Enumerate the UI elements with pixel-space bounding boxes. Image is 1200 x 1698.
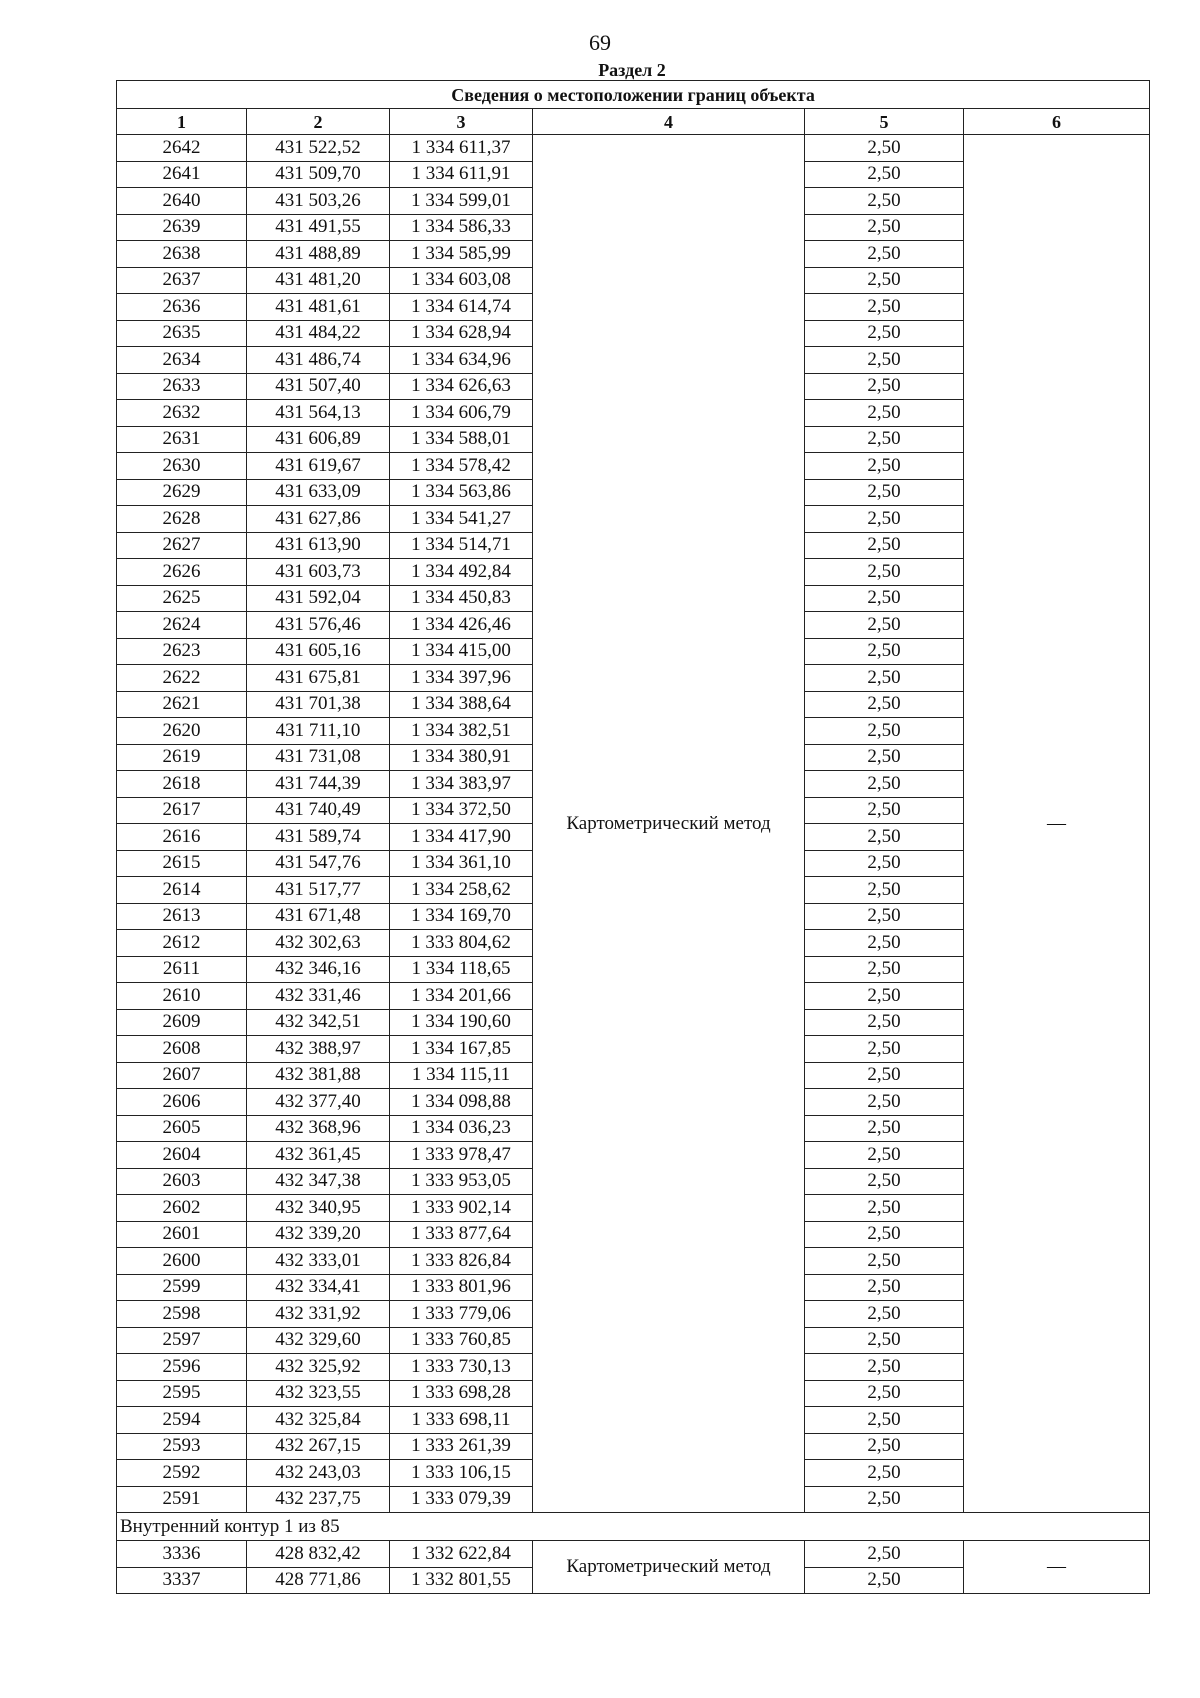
point-number: 2634 [117,347,247,374]
accuracy-value: 2,50 [805,1274,964,1301]
coordinate-x: 432 331,46 [247,983,390,1010]
point-number: 2614 [117,877,247,904]
coordinate-x: 431 486,74 [247,347,390,374]
coordinate-y: 1 334 426,46 [390,612,533,639]
point-number: 3336 [117,1541,247,1568]
accuracy-value: 2,50 [805,1168,964,1195]
coordinate-x: 431 627,86 [247,506,390,533]
point-number: 2603 [117,1168,247,1195]
coordinate-x: 431 711,10 [247,718,390,745]
coordinate-x: 432 333,01 [247,1248,390,1275]
point-number: 2622 [117,665,247,692]
note-cell: — [964,135,1150,1513]
point-number: 2594 [117,1407,247,1434]
coordinate-y: 1 334 578,42 [390,453,533,480]
accuracy-value: 2,50 [805,983,964,1010]
coordinate-x: 431 606,89 [247,426,390,453]
coordinate-y: 1 334 397,96 [390,665,533,692]
coordinate-x: 431 619,67 [247,453,390,480]
coordinate-y: 1 334 383,97 [390,771,533,798]
point-number: 2641 [117,161,247,188]
coordinate-y: 1 334 588,01 [390,426,533,453]
point-number: 2635 [117,320,247,347]
coordinate-x: 431 491,55 [247,214,390,241]
column-number: 3 [390,109,533,135]
accuracy-value: 2,50 [805,744,964,771]
coordinate-x: 431 675,81 [247,665,390,692]
coordinate-x: 432 377,40 [247,1089,390,1116]
coordinate-x: 432 339,20 [247,1221,390,1248]
coordinate-x: 431 592,04 [247,585,390,612]
accuracy-value: 2,50 [805,797,964,824]
coordinate-y: 1 334 361,10 [390,850,533,877]
coordinate-y: 1 334 382,51 [390,718,533,745]
point-number: 2599 [117,1274,247,1301]
table-caption: Сведения о местоположении границ объекта [117,81,1150,109]
point-number: 2602 [117,1195,247,1222]
accuracy-value: 2,50 [805,214,964,241]
point-number: 2610 [117,983,247,1010]
coordinate-x: 431 507,40 [247,373,390,400]
accuracy-value: 2,50 [805,373,964,400]
point-number: 2638 [117,241,247,268]
point-number: 2596 [117,1354,247,1381]
page-number: 69 [589,30,611,55]
coordinate-x: 432 325,84 [247,1407,390,1434]
accuracy-value: 2,50 [805,1327,964,1354]
point-number: 2595 [117,1380,247,1407]
point-number: 2640 [117,188,247,215]
section-title: Раздел 2 [598,60,666,80]
coordinate-x: 431 605,16 [247,638,390,665]
coordinate-x: 432 340,95 [247,1195,390,1222]
coordinate-x: 431 522,52 [247,135,390,162]
coordinate-x: 432 267,15 [247,1433,390,1460]
coordinate-x: 428 771,86 [247,1567,390,1594]
accuracy-value: 2,50 [805,1115,964,1142]
coordinate-y: 1 334 563,86 [390,479,533,506]
coordinate-x: 431 547,76 [247,850,390,877]
coordinate-y: 1 333 079,39 [390,1486,533,1513]
coordinate-y: 1 333 804,62 [390,930,533,957]
point-number: 2615 [117,850,247,877]
point-number: 2598 [117,1301,247,1328]
coordinate-x: 432 361,45 [247,1142,390,1169]
accuracy-value: 2,50 [805,1195,964,1222]
coordinate-y: 1 333 698,28 [390,1380,533,1407]
point-number: 2636 [117,294,247,321]
accuracy-value: 2,50 [805,426,964,453]
coordinate-y: 1 333 978,47 [390,1142,533,1169]
column-number: 1 [117,109,247,135]
coordinate-y: 1 332 801,55 [390,1567,533,1594]
coordinate-x: 432 334,41 [247,1274,390,1301]
point-number: 2623 [117,638,247,665]
point-number: 2606 [117,1089,247,1116]
coordinate-x: 431 633,09 [247,479,390,506]
coordinate-x: 431 589,74 [247,824,390,851]
table-row [117,135,1150,162]
coordinate-y: 1 334 190,60 [390,1009,533,1036]
coordinate-y: 1 334 258,62 [390,877,533,904]
coordinate-y: 1 334 098,88 [390,1089,533,1116]
inner-contour-label: Внутренний контур 1 из 85 [117,1513,1150,1541]
coordinate-y: 1 334 417,90 [390,824,533,851]
coordinate-y: 1 334 614,74 [390,294,533,321]
accuracy-value: 2,50 [805,1567,964,1594]
coordinate-x: 432 329,60 [247,1327,390,1354]
caption-row [117,81,1150,109]
coordinate-y: 1 334 606,79 [390,400,533,427]
coordinate-y: 1 334 586,33 [390,214,533,241]
coordinate-x: 431 488,89 [247,241,390,268]
coordinate-x: 432 302,63 [247,930,390,957]
column-number: 4 [533,109,805,135]
coordinate-x: 431 503,26 [247,188,390,215]
accuracy-value: 2,50 [805,1433,964,1460]
accuracy-value: 2,50 [805,1062,964,1089]
coordinate-x: 431 701,38 [247,691,390,718]
accuracy-value: 2,50 [805,267,964,294]
coordinate-y: 1 333 801,96 [390,1274,533,1301]
point-number: 2611 [117,956,247,983]
accuracy-value: 2,50 [805,824,964,851]
coordinate-y: 1 334 628,94 [390,320,533,347]
coordinate-x: 428 832,42 [247,1541,390,1568]
method-cell: Картометрический метод [533,1541,805,1594]
accuracy-value: 2,50 [805,1460,964,1487]
coordinate-y: 1 334 599,01 [390,188,533,215]
accuracy-value: 2,50 [805,1248,964,1275]
accuracy-value: 2,50 [805,850,964,877]
point-number: 2601 [117,1221,247,1248]
accuracy-value: 2,50 [805,135,964,162]
accuracy-value: 2,50 [805,877,964,904]
point-number: 2642 [117,135,247,162]
coordinate-x: 432 323,55 [247,1380,390,1407]
coordinate-y: 1 333 779,06 [390,1301,533,1328]
coordinate-y: 1 334 167,85 [390,1036,533,1063]
point-number: 2625 [117,585,247,612]
point-number: 2609 [117,1009,247,1036]
coordinate-x: 431 576,46 [247,612,390,639]
table-row [117,1541,1150,1568]
coordinate-x: 431 481,61 [247,294,390,321]
coordinate-y: 1 333 902,14 [390,1195,533,1222]
coordinate-y: 1 333 106,15 [390,1460,533,1487]
coordinate-x: 432 346,16 [247,956,390,983]
point-number: 2631 [117,426,247,453]
point-number: 2632 [117,400,247,427]
coordinate-x: 432 331,92 [247,1301,390,1328]
point-number: 2597 [117,1327,247,1354]
accuracy-value: 2,50 [805,1407,964,1434]
coordinate-y: 1 333 826,84 [390,1248,533,1275]
accuracy-value: 2,50 [805,1541,964,1568]
accuracy-value: 2,50 [805,506,964,533]
coordinate-x: 431 603,73 [247,559,390,586]
point-number: 2639 [117,214,247,241]
accuracy-value: 2,50 [805,1354,964,1381]
accuracy-value: 2,50 [805,612,964,639]
coordinate-x: 432 368,96 [247,1115,390,1142]
accuracy-value: 2,50 [805,559,964,586]
point-number: 2605 [117,1115,247,1142]
accuracy-value: 2,50 [805,585,964,612]
point-number: 2600 [117,1248,247,1275]
accuracy-value: 2,50 [805,956,964,983]
coordinate-y: 1 334 372,50 [390,797,533,824]
point-number: 2620 [117,718,247,745]
coordinate-y: 1 333 261,39 [390,1433,533,1460]
column-number: 2 [247,109,390,135]
coordinate-y: 1 334 611,91 [390,161,533,188]
coordinate-y: 1 333 698,11 [390,1407,533,1434]
point-number: 2630 [117,453,247,480]
accuracy-value: 2,50 [805,691,964,718]
coordinate-y: 1 334 201,66 [390,983,533,1010]
accuracy-value: 2,50 [805,453,964,480]
coordinate-y: 1 334 514,71 [390,532,533,559]
coordinate-x: 432 388,97 [247,1036,390,1063]
point-number: 2593 [117,1433,247,1460]
accuracy-value: 2,50 [805,638,964,665]
coordinate-y: 1 334 380,91 [390,744,533,771]
point-number: 3337 [117,1567,247,1594]
method-cell: Картометрический метод [533,135,805,1513]
coordinate-x: 431 564,13 [247,400,390,427]
coordinate-x: 432 243,03 [247,1460,390,1487]
coordinate-y: 1 334 036,23 [390,1115,533,1142]
coordinate-y: 1 334 541,27 [390,506,533,533]
accuracy-value: 2,50 [805,1380,964,1407]
point-number: 2627 [117,532,247,559]
point-number: 2619 [117,744,247,771]
coordinate-x: 431 740,49 [247,797,390,824]
coordinate-x: 431 671,48 [247,903,390,930]
accuracy-value: 2,50 [805,1142,964,1169]
accuracy-value: 2,50 [805,241,964,268]
accuracy-value: 2,50 [805,347,964,374]
coordinate-y: 1 334 626,63 [390,373,533,400]
coordinate-y: 1 334 450,83 [390,585,533,612]
point-number: 2618 [117,771,247,798]
accuracy-value: 2,50 [805,188,964,215]
point-number: 2591 [117,1486,247,1513]
coordinate-x: 432 381,88 [247,1062,390,1089]
coordinate-y: 1 334 611,37 [390,135,533,162]
point-number: 2629 [117,479,247,506]
accuracy-value: 2,50 [805,161,964,188]
point-number: 2633 [117,373,247,400]
column-number: 5 [805,109,964,135]
point-number: 2621 [117,691,247,718]
accuracy-value: 2,50 [805,1036,964,1063]
point-number: 2626 [117,559,247,586]
point-number: 2607 [117,1062,247,1089]
note-cell: — [964,1541,1150,1594]
coordinate-y: 1 334 415,00 [390,638,533,665]
accuracy-value: 2,50 [805,400,964,427]
coordinate-x: 432 237,75 [247,1486,390,1513]
coordinate-y: 1 332 622,84 [390,1541,533,1568]
coordinate-y: 1 334 585,99 [390,241,533,268]
accuracy-value: 2,50 [805,479,964,506]
accuracy-value: 2,50 [805,294,964,321]
coordinate-y: 1 334 169,70 [390,903,533,930]
column-number: 6 [964,109,1150,135]
coordinate-x: 432 325,92 [247,1354,390,1381]
coordinate-x: 432 347,38 [247,1168,390,1195]
accuracy-value: 2,50 [805,771,964,798]
coordinate-y: 1 334 634,96 [390,347,533,374]
point-number: 2592 [117,1460,247,1487]
column-number-row [117,109,1150,135]
contour-row [117,1513,1150,1541]
accuracy-value: 2,50 [805,1486,964,1513]
accuracy-value: 2,50 [805,665,964,692]
coordinate-y: 1 333 953,05 [390,1168,533,1195]
point-number: 2617 [117,797,247,824]
coordinate-x: 431 744,39 [247,771,390,798]
coordinate-x: 431 484,22 [247,320,390,347]
point-number: 2613 [117,903,247,930]
coordinate-y: 1 334 115,11 [390,1062,533,1089]
coordinate-x: 431 509,70 [247,161,390,188]
coordinate-y: 1 334 118,65 [390,956,533,983]
accuracy-value: 2,50 [805,718,964,745]
coordinate-y: 1 333 730,13 [390,1354,533,1381]
coordinate-x: 431 613,90 [247,532,390,559]
accuracy-value: 2,50 [805,1301,964,1328]
coordinate-x: 431 731,08 [247,744,390,771]
coordinate-y: 1 334 603,08 [390,267,533,294]
point-number: 2624 [117,612,247,639]
coordinate-x: 432 342,51 [247,1009,390,1036]
accuracy-value: 2,50 [805,532,964,559]
coordinate-y: 1 334 388,64 [390,691,533,718]
coordinate-x: 431 481,20 [247,267,390,294]
accuracy-value: 2,50 [805,320,964,347]
point-number: 2616 [117,824,247,851]
point-number: 2608 [117,1036,247,1063]
accuracy-value: 2,50 [805,1221,964,1248]
point-number: 2637 [117,267,247,294]
coordinate-y: 1 333 760,85 [390,1327,533,1354]
point-number: 2604 [117,1142,247,1169]
coordinate-y: 1 333 877,64 [390,1221,533,1248]
coordinate-y: 1 334 492,84 [390,559,533,586]
coordinate-x: 431 517,77 [247,877,390,904]
point-number: 2612 [117,930,247,957]
accuracy-value: 2,50 [805,1089,964,1116]
accuracy-value: 2,50 [805,930,964,957]
point-number: 2628 [117,506,247,533]
accuracy-value: 2,50 [805,903,964,930]
accuracy-value: 2,50 [805,1009,964,1036]
boundary-coordinates-table [116,80,1150,1594]
